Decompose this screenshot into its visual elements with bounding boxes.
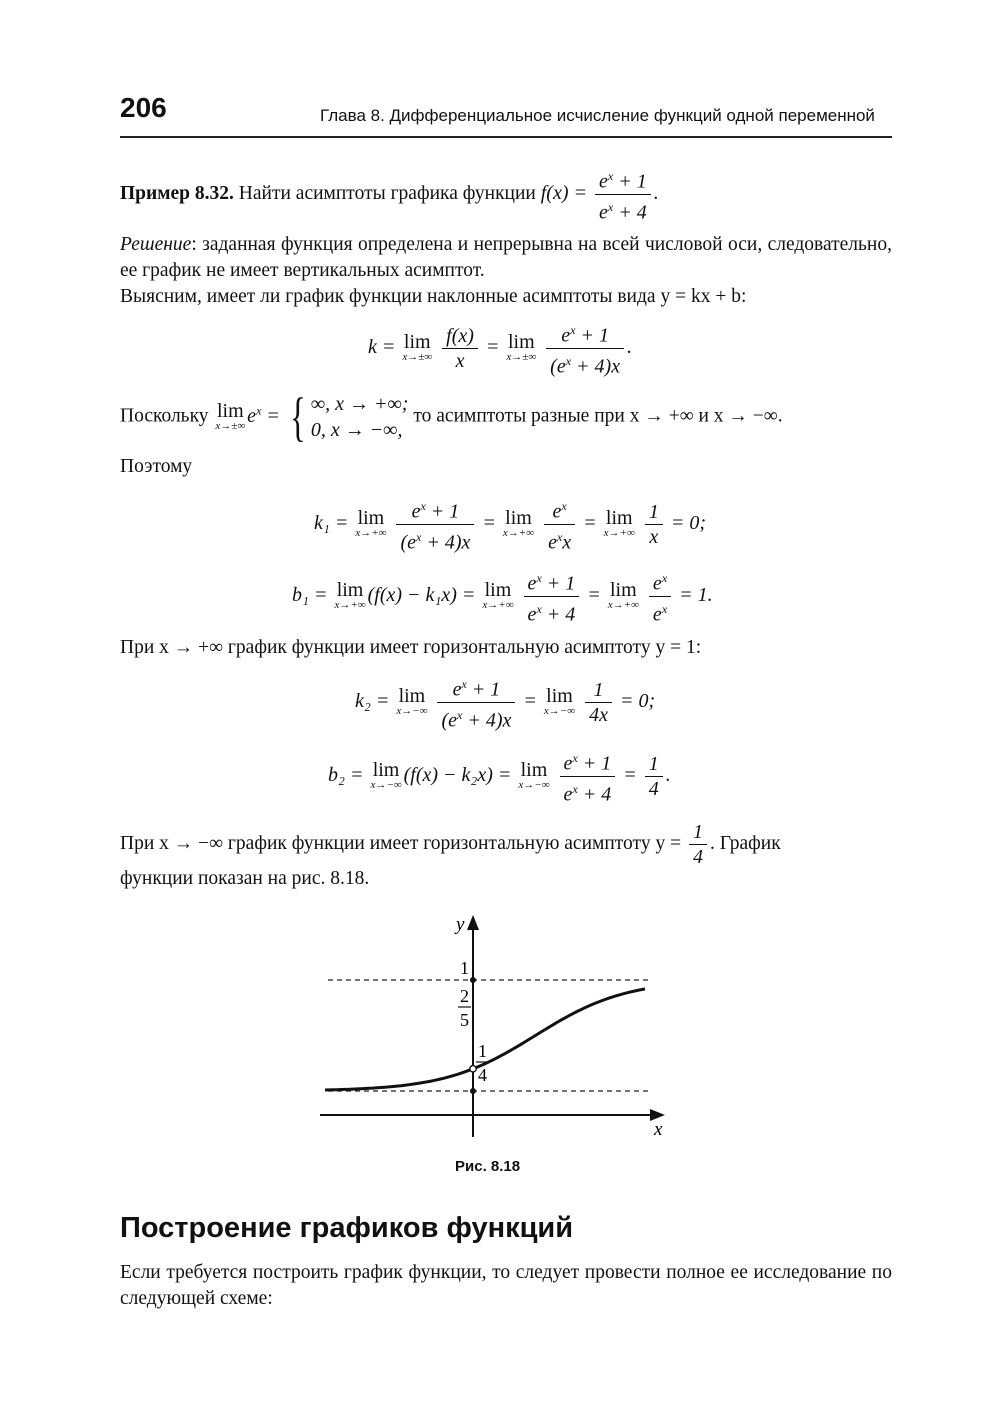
equation-k2: k₂ = lim x→−∞ $\frac{e^x + 1}{(e^x + 4)x}$ = lim x→−∞ $\frac{1}{4x}$ = 0; (355, 672, 655, 732)
cases-block: ∞, x → +∞; 0, x → −∞, (310, 393, 409, 441)
minus-infinity-paragraph-line2: функции показан на рис. 8.18. (120, 868, 370, 889)
y-intercept-point (470, 1066, 476, 1072)
equation-b2: b₂ = lim x→−∞ (f(x) − k₂x) = lim x→−∞ $\frac{e^x + 1}{e^x + 4}$ = $\frac{1}{4}$ . (328, 746, 671, 806)
example-text: Найти асимптоты графика функции (238, 182, 536, 204)
section-paragraph: Если требуется построить график функции, то следует провести полное ее исследование по следующей схеме: (120, 1262, 892, 1309)
equation-k: k = lim x→±∞ $\frac{f(x)}{x}$ = lim x→±∞ $\frac{e^x + 1}{(e^x + 4)x}$ . (368, 318, 632, 378)
oblique-asymptote-paragraph: Выясним, имеет ли график функции наклонные асимптоты вида y = kx + b: (120, 286, 747, 307)
solution-text: : заданная функция определена и непрерывна на всей числовой оси, следовательно, ее график не имеет вертикальных асимптот. (120, 234, 892, 281)
figure-caption: Рис. 8.18 (455, 1158, 521, 1175)
point-y-1 (470, 977, 476, 983)
label-1: 1 (460, 958, 469, 978)
therefore-word: Поэтому (120, 456, 193, 477)
header-rule (120, 136, 892, 138)
figure-8-18 (310, 905, 680, 1155)
x-axis-label: x (654, 1119, 663, 1140)
example-label: Пример 8.32. (120, 182, 234, 204)
solution-paragraph (120, 232, 892, 284)
point-y-quarter (470, 1088, 476, 1094)
minus-infinity-paragraph: При x → −∞ график функции имеет горизонтальную асимптоту y = $\frac{1}{4}$ . График (120, 821, 781, 868)
function-name: f(x) = (540, 181, 587, 204)
fraction-denominator: $e^x + 4$ (599, 199, 647, 224)
equation-k1: k₁ = lim x→+∞ $\frac{e^x + 1}{(e^x + 4)x}$ = lim x→+∞ $\frac{e^x}{e^xx}$ = lim x→+∞ $\frac{1}{x}$ = 0; (314, 494, 706, 554)
page-number: 206 (120, 92, 167, 123)
label-quarter-den: 4 (478, 1065, 487, 1085)
label-quarter-num: 1 (478, 1041, 487, 1061)
plus-infinity-paragraph: При x → +∞ график функции имеет горизонтальную асимптоту y = 1: (120, 637, 702, 658)
equation-b1: b₁ = lim x→+∞ (f(x) − k₁x) = lim x→+∞ $\frac{e^x + 1}{e^x + 4}$ = lim x→+∞ $\frac{e^x}{e^x}$ = 1. (292, 566, 713, 626)
section-heading: Построение графиков функций (120, 1212, 574, 1244)
label-two-fifths-num: 2 (460, 986, 469, 1006)
fraction-numerator: $e^x + 1$ (595, 164, 651, 195)
running-title: Глава 8. Дифференциальное исчисление функций одной переменной (320, 106, 875, 125)
limit-operator: lim x→±∞ (402, 331, 433, 364)
label-two-fifths-den: 5 (460, 1010, 469, 1030)
example-statement (120, 164, 892, 224)
solution-label: Решение (120, 234, 192, 255)
function-fraction (595, 164, 651, 224)
since-paragraph: Поскольку lim x→±∞ $e^x$ = { ∞, x → +∞; 0, x → −∞, то асимптоты разные при x → +∞ и x → −∞. (120, 387, 783, 447)
y-axis-arrow-icon (467, 915, 479, 930)
example-function: f(x) = $\frac{e^x + 1}{e^x + 4}$ . (541, 182, 659, 204)
y-axis-label: y (456, 914, 465, 935)
